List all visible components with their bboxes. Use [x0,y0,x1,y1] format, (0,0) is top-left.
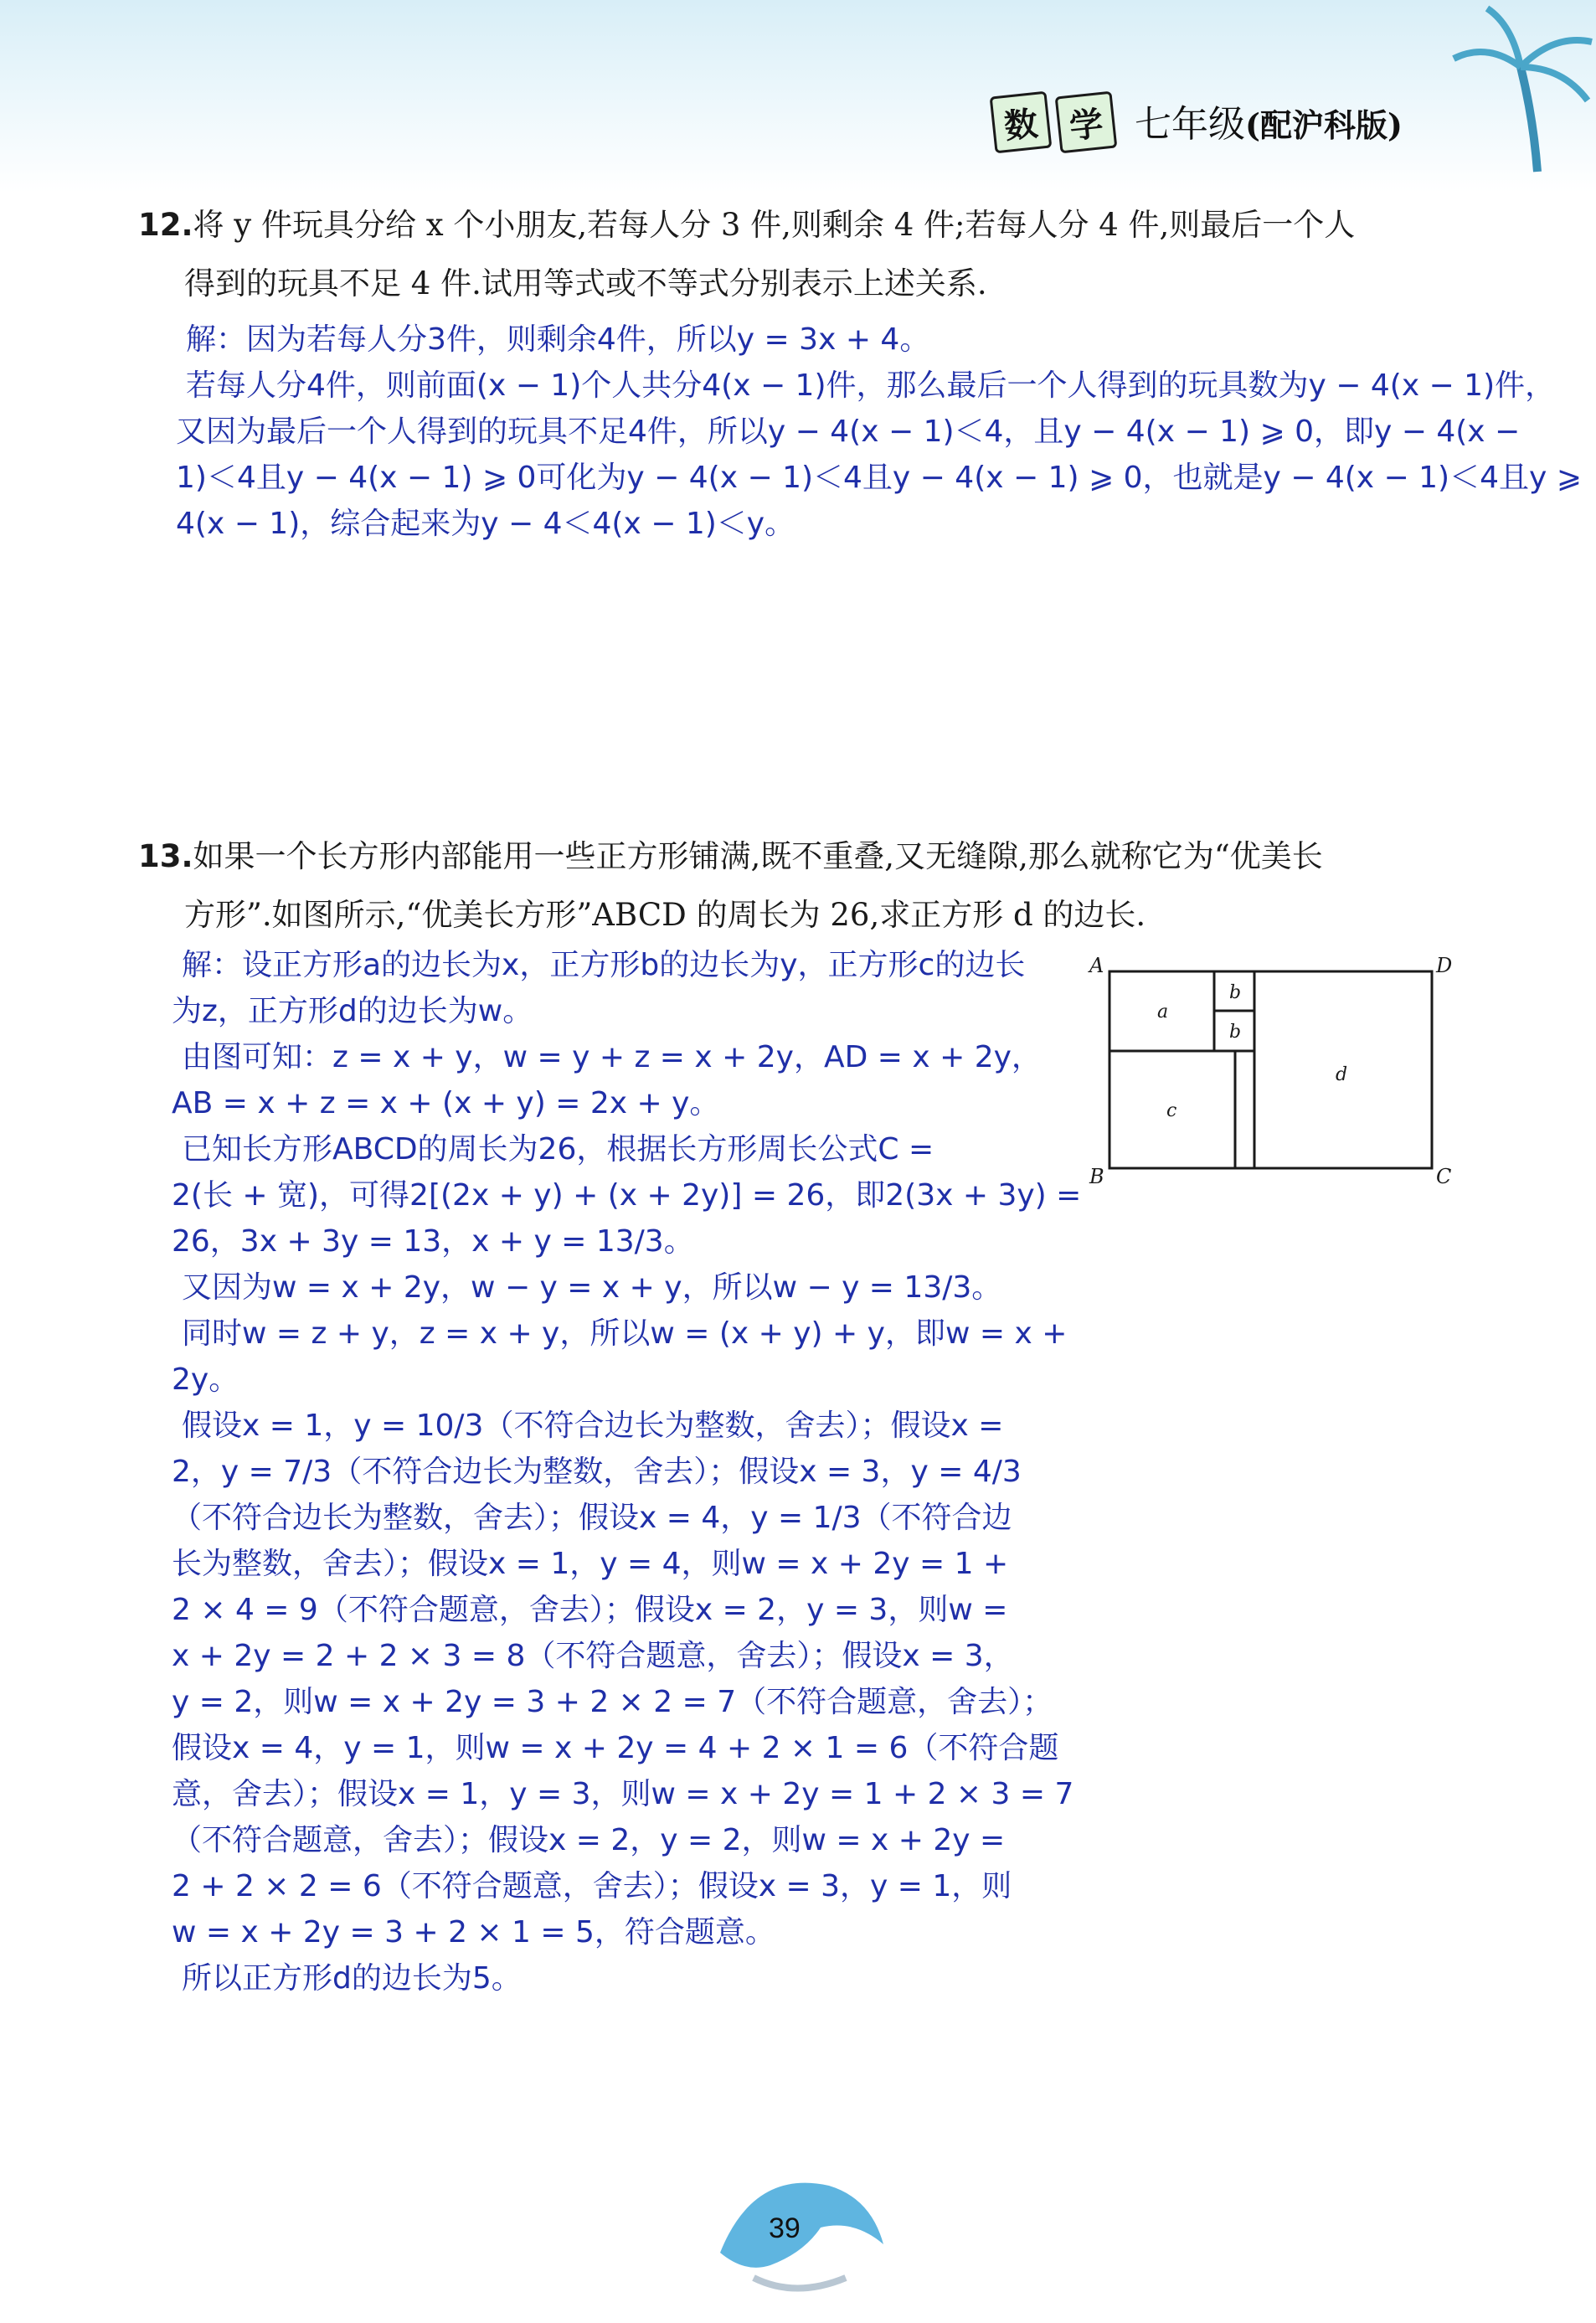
q13-answer-line: 2 + 2 × 2 = 6（不符合题意，舍去）；假设x = 3，y = 1，则 [172,1869,1012,1903]
q13-line-1 [138,829,1323,884]
q13-answer-line: AB = x + z = x + (x + y) = 2x + y。 [172,1086,720,1120]
q12-text-1: 将 y 件玩具分给 x 个小朋友,若每人分 3 件,则剩余 4 件;若每人分 4 件,则最后一个人 [193,207,1356,243]
page-number: 39 [769,2212,801,2244]
q13-answer-line: y = 2，则w = x + 2y = 3 + 2 × 2 = 7（不符合题意，舍去）； [172,1685,1053,1719]
q13-answer-line: 长为整数，舍去）；假设x = 1，y = 4，则w = x + 2y = 1 + [172,1547,1009,1581]
q13-rectangle-figure [1084,950,1461,1193]
q13-line-2: 方形”.如图所示,“优美长方形”ABCD 的周长为 26,求正方形 d 的边长. [184,897,1146,933]
corner-label-c: C [1436,1165,1452,1188]
square-label-c: c [1166,1100,1177,1121]
q13-answer-line: 为z，正方形d的边长为w。 [172,994,533,1028]
palm-tree-icon [1437,0,1596,176]
q12-line-2: 得到的玩具不足 4 件.试用等式或不等式分别表示上述关系. [184,265,987,301]
q13-number: 13. [138,838,193,874]
q12-line-1 [138,198,1355,253]
q12-answer-line: 若每人分4件，则前面(x − 1)个人共分4(x − 1)件，那么最后一个人得到的玩具数为y − 4(x − 1)件， [186,368,1556,403]
q13-answer-line: 2y。 [172,1362,239,1397]
q13-answer-line: 意，舍去）；假设x = 1，y = 3，则w = x + 2y = 1 + 2 × 3 = 7 [172,1777,1074,1811]
q12-number: 12. [138,207,193,243]
square-label-b-bottom: b [1229,1022,1242,1043]
subject-badge-1: 数 [990,91,1053,154]
subject-badge-2: 学 [1055,91,1118,154]
q12-answer-line: 1)＜4且y − 4(x − 1) ⩾ 0可化为y − 4(x − 1)＜4且y − 4(x − 1) ⩾ 0，也就是y − 4(x − 1)＜4且y ⩾ [176,461,1582,495]
q12-answer-line: 又因为最后一个人得到的玩具不足4件，所以y − 4(x − 1)＜4，且y − 4(x − 1) ⩾ 0，即y − 4(x − [176,415,1521,449]
corner-label-b: B [1089,1165,1104,1188]
square-label-b-top: b [1229,982,1242,1003]
corner-label-d: D [1436,954,1453,977]
q13-answer-line: 2(长 + 宽)，可得2[(2x + y) + (x + 2y)] = 26，即2(3x + 3y) = [172,1178,1082,1213]
q13-answer-line: 同时w = z + y，z = x + y，所以w = (x + y) + y，即w = x + [182,1316,1068,1351]
q13-answer-line: 所以正方形d的边长为5。 [182,1961,522,1996]
q13-answer-line: 已知长方形ABCD的周长为26，根据长方形周长公式C = [182,1132,934,1167]
q13-answer-line: w = x + 2y = 3 + 2 × 1 = 5，符合题意。 [172,1915,775,1950]
q13-answer-line: 2，y = 7/3（不符合边长为整数，舍去）；假设x = 3，y = 4/3 [172,1455,1022,1489]
q13-answer-line: 又因为w = x + 2y，w − y = x + y，所以w − y = 13/3。 [182,1270,1002,1305]
square-label-a: a [1157,1002,1169,1022]
q13-answer-line: 假设x = 4，y = 1，则w = x + 2y = 4 + 2 × 1 = 6（不符合题 [172,1731,1059,1765]
q12-answer-line: 4(x − 1)，综合起来为y − 4＜4(x − 1)＜y。 [176,507,795,541]
q13-answer-line: 2 × 4 = 9（不符合题意，舍去）；假设x = 2，y = 3，则w = [172,1593,1008,1627]
corner-label-a: A [1089,954,1104,977]
q13-answer-line: 解：设正方形a的边长为x，正方形b的边长为y，正方形c的边长 [182,948,1026,982]
q13-answer-line: （不符合边长为整数，舍去）；假设x = 4，y = 1/3（不符合边 [172,1501,1012,1535]
q13-answer-line: （不符合题意，舍去）；假设x = 2，y = 2，则w = x + 2y = [172,1823,1006,1857]
edition-text: (配沪科版) [1245,106,1403,144]
q13-answer-line: x + 2y = 2 + 2 × 3 = 8（不符合题意，舍去）；假设x = 3， [172,1639,1014,1673]
q13-text-1: 如果一个长方形内部能用一些正方形铺满,既不重叠,又无缝隙,那么就称它为“优美长 [193,838,1323,874]
subject-badges [992,94,1115,151]
q13-answer-line: 由图可知：z = x + y，w = y + z = x + 2y，AD = x + 2y， [182,1040,1042,1074]
grade-text: 七年级 [1135,103,1245,146]
grade-label [1135,94,1403,147]
q12-answer-line: 解：因为若每人分3件，则剩余4件，所以y = 3x + 4。 [186,322,930,357]
q13-answer [172,942,1081,2001]
q13-answer-line: 假设x = 1，y = 10/3（不符合边长为整数，舍去）；假设x = [182,1409,1004,1443]
q12-answer [176,317,1582,547]
square-label-d: d [1336,1064,1348,1085]
q13-answer-line: 26，3x + 3y = 13，x + y = 13/3。 [172,1224,694,1259]
